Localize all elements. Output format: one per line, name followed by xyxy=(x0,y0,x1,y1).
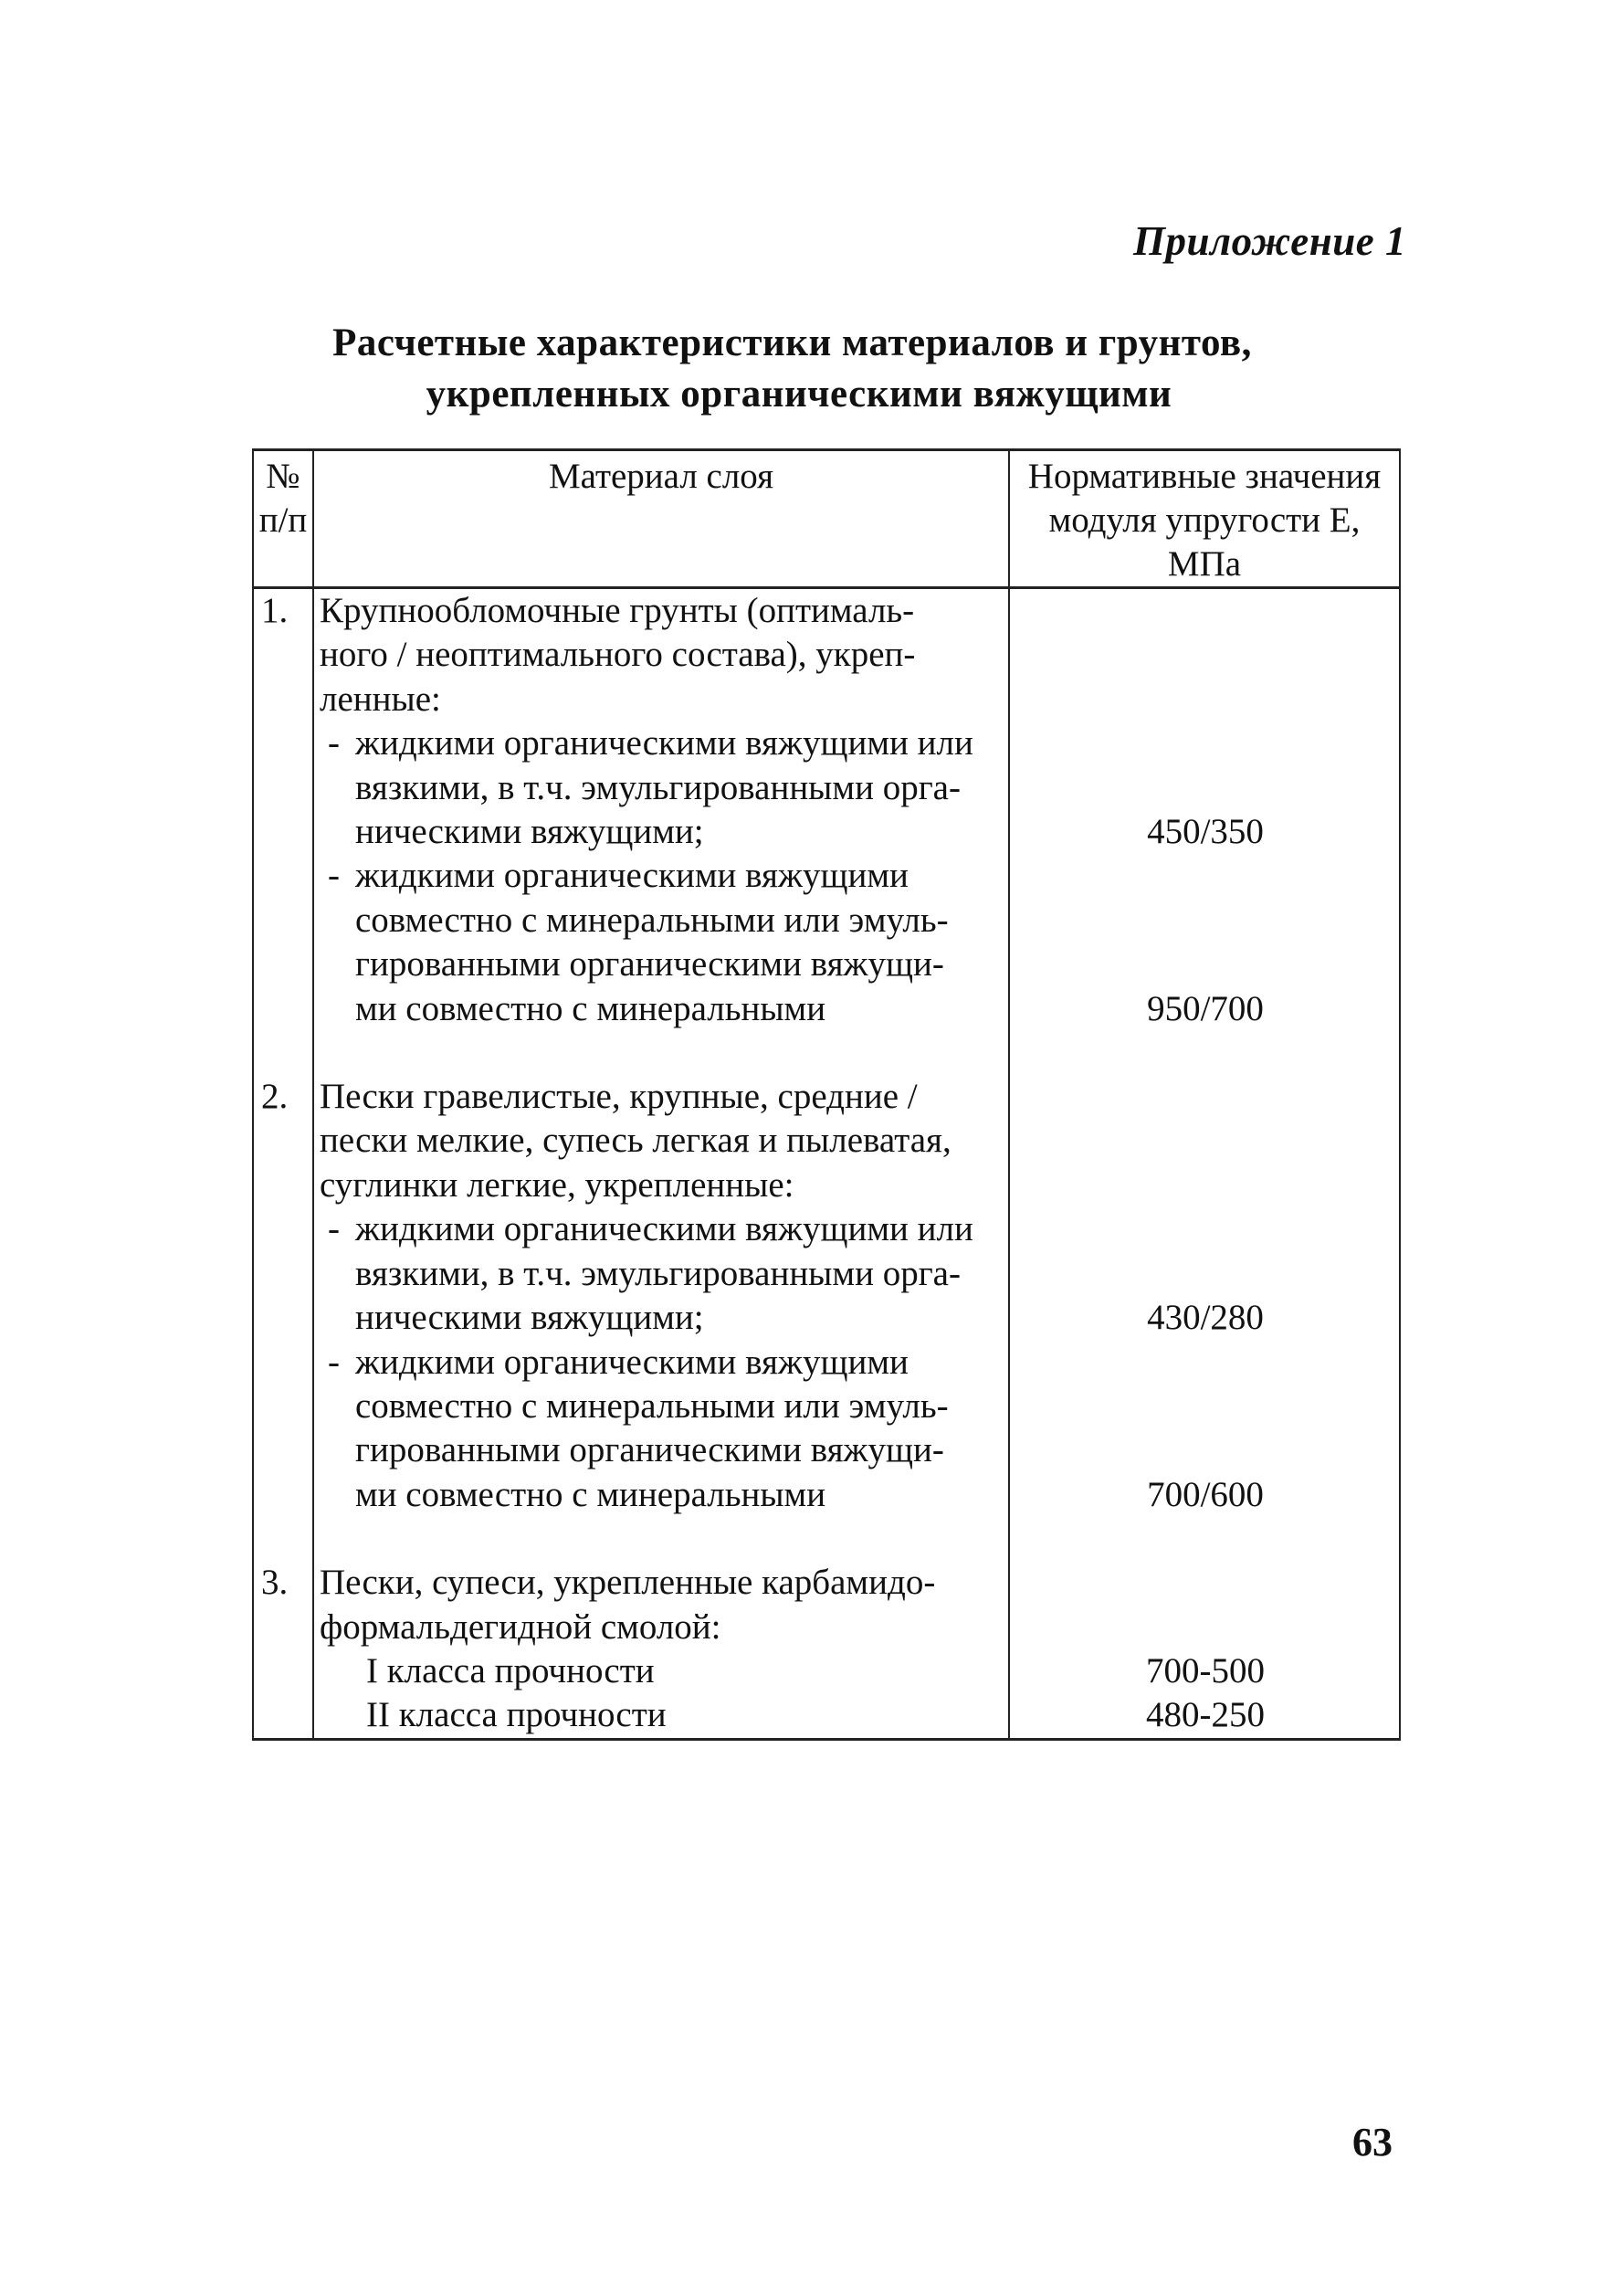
table-header-row xyxy=(253,450,1400,588)
modulus-value: 950/700 xyxy=(1147,989,1264,1028)
strength-value: 700-500 xyxy=(1146,1651,1265,1691)
list-item: - жидкими органическими вяжущими или вязкими, в т.ч. эмульгированными орга- ническими вяжущими; xyxy=(320,1207,1003,1340)
modulus-value: 430/280 xyxy=(1147,1298,1264,1338)
table-row xyxy=(253,1075,1400,1517)
list-item: II класса прочности xyxy=(366,1695,667,1735)
table-row xyxy=(253,1561,1400,1739)
title-line-2: укрепленных органическими вяжущими xyxy=(426,373,1172,416)
header-number: № п/п xyxy=(253,450,313,588)
row-values xyxy=(1009,1561,1400,1739)
row-number: 3. xyxy=(253,1561,313,1739)
document-title xyxy=(0,318,1598,420)
modulus-value: 700/600 xyxy=(1147,1475,1264,1515)
table-row xyxy=(253,588,1400,1032)
row-values xyxy=(1009,1075,1400,1517)
list-item: I класса прочности xyxy=(366,1650,655,1690)
header-value: Нормативные значения модуля упругости Е, МПа xyxy=(1009,450,1400,588)
header-material: Материал слоя xyxy=(313,450,1009,588)
row-number: 1. xyxy=(253,588,313,1032)
row-values xyxy=(1009,588,1400,1032)
list-item: - жидкими органическими вяжущими совместно с минеральными или эмуль- гированными органическими вяжущи- ми совместно с минеральными xyxy=(320,854,1003,1031)
row-spacer xyxy=(253,1031,1400,1075)
row-material: Пески, супеси, укрепленные карбамидо- формальдегидной смолой: I класса прочности II класса прочности xyxy=(313,1561,1009,1739)
modulus-value: 450/350 xyxy=(1147,812,1264,851)
row-number: 2. xyxy=(253,1075,313,1517)
page-number: 63 xyxy=(1352,2120,1393,2164)
title-line-1: Расчетные характеристики материалов и грунтов, xyxy=(332,321,1252,364)
strength-value: 480-250 xyxy=(1146,1695,1265,1735)
row-material: Пески гравелистые, крупные, средние / пески мелкие, супесь легкая и пылеватая, суглинки легкие, укрепленные: - жидкими органическими вяжущими или вязкими, в т.ч. эмульгированными орга- ническими вяжущими; - жидкими органическими вяжущими совместно с минеральными или эмуль- гированными органическими вяжущи- ми совместно с минеральными xyxy=(313,1075,1009,1517)
row-material: Крупнообломочные грунты (оптималь- ного / неоптимального состава), укреп- ленные: - жидкими органическими вяжущими или вязкими, в т.ч. эмульгированными орга- ническими вяжущими; - жидкими органическими вяжущими совместно с минеральными или эмуль- гированными органическими вяжущи- ми совместно с минеральными xyxy=(313,588,1009,1032)
row-spacer xyxy=(253,1517,1400,1561)
list-item: - жидкими органическими вяжущими совместно с минеральными или эмуль- гированными органическими вяжущи- ми совместно с минеральными xyxy=(320,1341,1003,1518)
materials-table xyxy=(252,448,1401,1741)
appendix-label: Приложение 1 xyxy=(1133,218,1406,264)
list-item: - жидкими органическими вяжущими или вязкими, в т.ч. эмульгированными орга- ническими вяжущими; xyxy=(320,721,1003,854)
